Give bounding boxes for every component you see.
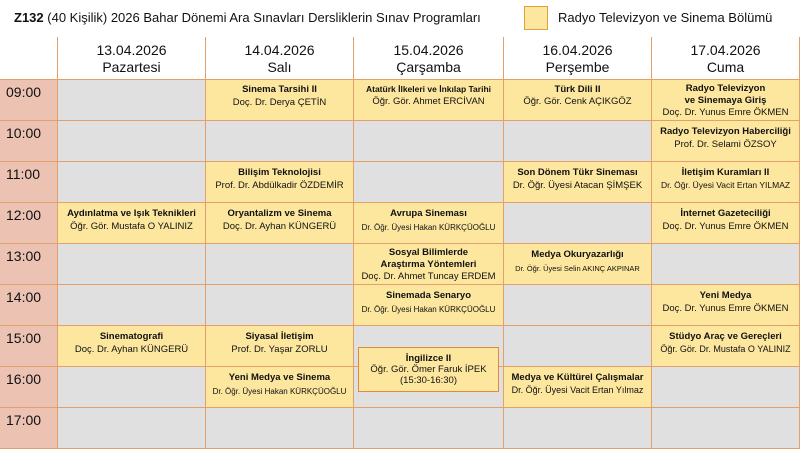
empty-slot (58, 285, 206, 326)
course-name: Bilişim Teknolojisi (238, 167, 321, 178)
exam-slot (354, 244, 504, 285)
exam-slot (354, 203, 504, 244)
course-name: Son Dönem Tükr Sineması (517, 167, 638, 178)
empty-slot (58, 408, 206, 449)
course-name: Radyo Televizyon (685, 83, 766, 94)
empty-slot (354, 162, 504, 203)
page-title (14, 10, 481, 25)
empty-slot (206, 244, 354, 285)
exam-slot (58, 326, 206, 367)
teacher-name: Dr. Öğr. Üyesi Selin AKINÇ AKPINAR (515, 264, 640, 273)
empty-slot (652, 408, 800, 449)
exam-slot (652, 326, 800, 367)
day-date: 14.04.2026 (244, 42, 315, 58)
empty-slot (504, 326, 652, 367)
teacher-name: Prof. Dr. Selami ÖZSOY (674, 139, 777, 150)
teacher-name: Dr. Öğr. Üyesi Atacan ŞİMŞEK (512, 180, 643, 191)
day-header-mon (58, 37, 206, 80)
course-name: Aydınlatma ve Işık Teknikleri (67, 208, 196, 219)
course-name: Sinematografi (99, 331, 164, 342)
course-name: Medya Okuryazarlığı (531, 249, 624, 260)
day-name: Salı (267, 59, 292, 75)
teacher-name: Doç. Dr. Ahmet Tuncay ERDEM (361, 271, 496, 282)
course-name: İletişim Kuramları II (681, 167, 770, 178)
legend-label: Radyo Televizyon ve Sinema Bölümü (558, 10, 773, 25)
empty-slot (206, 285, 354, 326)
course-name: Siyasal İletişim (245, 331, 314, 342)
day-name: Cuma (706, 59, 745, 75)
empty-slot (206, 408, 354, 449)
day-name: Perşembe (545, 59, 610, 75)
empty-slot (58, 80, 206, 121)
exam-slot (206, 162, 354, 203)
exam-slot (206, 367, 354, 408)
empty-slot (58, 367, 206, 408)
day-date: 13.04.2026 (96, 42, 167, 58)
exam-time-range: (15:30-16:30) (399, 375, 458, 386)
teacher-name: Dr. Öğr. Üyesi Hakan KÜRKÇÜOĞLU (212, 387, 347, 396)
teacher-name: Prof. Dr. Abdülkadir ÖZDEMİR (215, 180, 344, 191)
legend-swatch (524, 6, 548, 30)
day-header-thu (504, 37, 652, 80)
teacher-name: Doç. Dr. Ayhan KÜNGERÜ (222, 221, 337, 232)
time-label-1500: 15:00 (0, 326, 58, 367)
course-name-line2: Araştırma Yöntemleri (380, 259, 477, 270)
exam-slot (58, 203, 206, 244)
time-label-1100: 11:00 (0, 162, 58, 203)
special-exam-box (358, 347, 499, 392)
course-name: İnternet Gazeteciliği (680, 208, 771, 219)
room-code: Z132 (14, 10, 44, 25)
day-name: Pazartesi (102, 59, 161, 75)
exam-slot (652, 285, 800, 326)
corner-cell (0, 37, 58, 80)
day-date: 16.04.2026 (542, 42, 613, 58)
day-header-fri (652, 37, 800, 80)
exam-slot (504, 367, 652, 408)
teacher-name: Dr. Öğr. Üyesi Vacit Ertan Yılmaz (511, 385, 644, 395)
teacher-name: Doç. Dr. Derya ÇETİN (232, 97, 327, 108)
empty-slot (354, 121, 504, 162)
exam-slot (206, 80, 354, 121)
course-name: İngilizce II (405, 353, 452, 364)
teacher-name: Prof. Dr. Yaşar ZORLU (231, 344, 328, 355)
teacher-name: Öğr. Gör. Cenk AÇIKGÖZ (523, 96, 632, 107)
exam-slot (504, 162, 652, 203)
exam-slot (504, 80, 652, 121)
empty-slot (58, 244, 206, 285)
teacher-name: Öğr. Gör. Ömer Faruk İPEK (370, 364, 487, 375)
empty-slot (652, 244, 800, 285)
empty-slot (58, 162, 206, 203)
time-label-1400: 14:00 (0, 285, 58, 326)
teacher-name: Dr. Öğr. Üyesi Vacit Ertan YILMAZ (660, 180, 791, 190)
course-name: Sinemada Senaryo (385, 290, 471, 301)
empty-slot (504, 203, 652, 244)
time-label-1600: 16:00 (0, 367, 58, 408)
teacher-name: Doç. Dr. Yunus Emre ÖKMEN (662, 221, 789, 232)
teacher-name: Öğr. Gör. Dr. Mustafa O YALINIZ (660, 344, 791, 354)
exam-slot (354, 285, 504, 326)
teacher-name: Doç. Dr. Yunus Emre ÖKMEN (662, 107, 789, 118)
empty-slot (652, 367, 800, 408)
teacher-name: Öğr. Gör. Mustafa O YALINIZ (70, 221, 193, 232)
teacher-name: Doç. Dr. Ayhan KÜNGERÜ (74, 344, 189, 355)
teacher-name: Öğr. Gör. Ahmet ERCİVAN (372, 96, 485, 107)
empty-slot (354, 408, 504, 449)
exam-slot (652, 162, 800, 203)
page-header (0, 0, 800, 38)
empty-slot (504, 285, 652, 326)
teacher-name: Dr. Öğr. Üyesi Hakan KÜRKÇÜOĞLU (361, 305, 496, 314)
time-label-1200: 12:00 (0, 203, 58, 244)
exam-slot (354, 80, 504, 121)
course-name: Atatürk İlkeleri ve İnkılap Tarihi (365, 84, 492, 94)
exam-slot (504, 244, 652, 285)
time-label-0900: 09:00 (0, 80, 58, 121)
empty-slot (206, 121, 354, 162)
course-name: Stüdyo Araç ve Gereçleri (669, 331, 782, 342)
teacher-name: Doç. Dr. Yunus Emre ÖKMEN (662, 303, 789, 314)
title-text: (40 Kişilik) 2026 Bahar Dönemi Ara Sınavları Dersliklerin Sınav Programları (47, 10, 481, 25)
time-label-1000: 10:00 (0, 121, 58, 162)
exam-slot (206, 326, 354, 367)
course-name: Avrupa Sineması (390, 208, 467, 219)
day-date: 15.04.2026 (393, 42, 464, 58)
day-header-wed (354, 37, 504, 80)
course-name: Yeni Medya ve Sinema (228, 372, 331, 383)
course-name: Sinema Tarsihi II (242, 84, 317, 95)
day-header-tue (206, 37, 354, 80)
course-name: Medya ve Kültürel Çalışmalar (511, 372, 644, 383)
empty-slot (58, 121, 206, 162)
teacher-name: Dr. Öğr. Üyesi Hakan KÜRKÇÜOĞLU (361, 223, 496, 232)
empty-slot (504, 121, 652, 162)
exam-slot (652, 80, 800, 121)
course-name: Türk Dili II (554, 84, 601, 95)
exam-slot (206, 203, 354, 244)
exam-slot (652, 121, 800, 162)
day-name: Çarşamba (396, 59, 461, 75)
course-name: Radyo Televizyon Haberciliği (660, 126, 791, 137)
course-name: Sosyal Bilimlerde (388, 247, 469, 258)
empty-slot (504, 408, 652, 449)
time-label-1700: 17:00 (0, 408, 58, 449)
course-name: Oryantalizm ve Sinema (227, 208, 332, 219)
course-name: Yeni Medya (699, 290, 752, 301)
exam-slot (652, 203, 800, 244)
course-name-line2: ve Sinemaya Giriş (684, 95, 767, 106)
day-date: 17.04.2026 (690, 42, 761, 58)
time-label-1300: 13:00 (0, 244, 58, 285)
